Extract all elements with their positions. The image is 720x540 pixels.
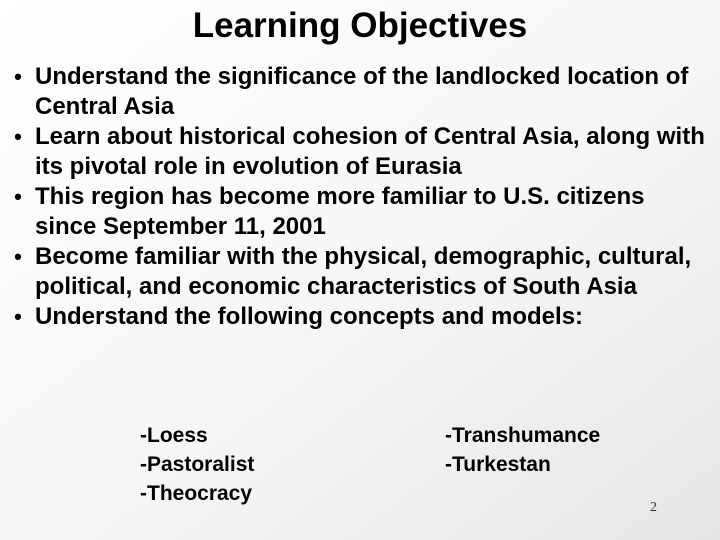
concepts-right-column	[445, 421, 600, 479]
bullet-icon: •	[14, 124, 22, 149]
page-number: 2	[650, 500, 657, 515]
bullet-icon: •	[14, 304, 22, 329]
concept-item: -Pastoralist	[140, 453, 255, 476]
bullet-icon: •	[14, 64, 22, 89]
concept-item: -Turkestan	[445, 453, 551, 476]
concepts-left-column	[140, 421, 254, 508]
slide-title: Learning Objectives	[192, 6, 528, 45]
bullet-icon: •	[14, 244, 22, 269]
list-item-text: Understand the significance of the landlocked location of Central Asia	[35, 63, 689, 120]
concept-item: -Transhumance	[445, 424, 601, 447]
list-item	[8, 182, 708, 242]
list-item-text: This region has become more familiar to U.S. citizens since September 11, 2001	[35, 183, 645, 240]
concept-item: -Loess	[140, 424, 208, 447]
concept-item: -Theocracy	[140, 482, 253, 505]
list-item-text: Become familiar with the physical, demographic, cultural, political, and economic characteristics of South Asia	[35, 243, 692, 300]
list-item	[8, 302, 708, 332]
list-item	[8, 62, 708, 122]
list-item	[8, 122, 708, 182]
list-item-text: Understand the following concepts and models:	[35, 303, 584, 330]
objectives-list	[8, 62, 708, 332]
bullet-icon: •	[14, 184, 22, 209]
list-item	[8, 242, 708, 302]
list-item-text: Learn about historical cohesion of Central Asia, along with its pivotal role in evolution of Eurasia	[35, 123, 705, 180]
